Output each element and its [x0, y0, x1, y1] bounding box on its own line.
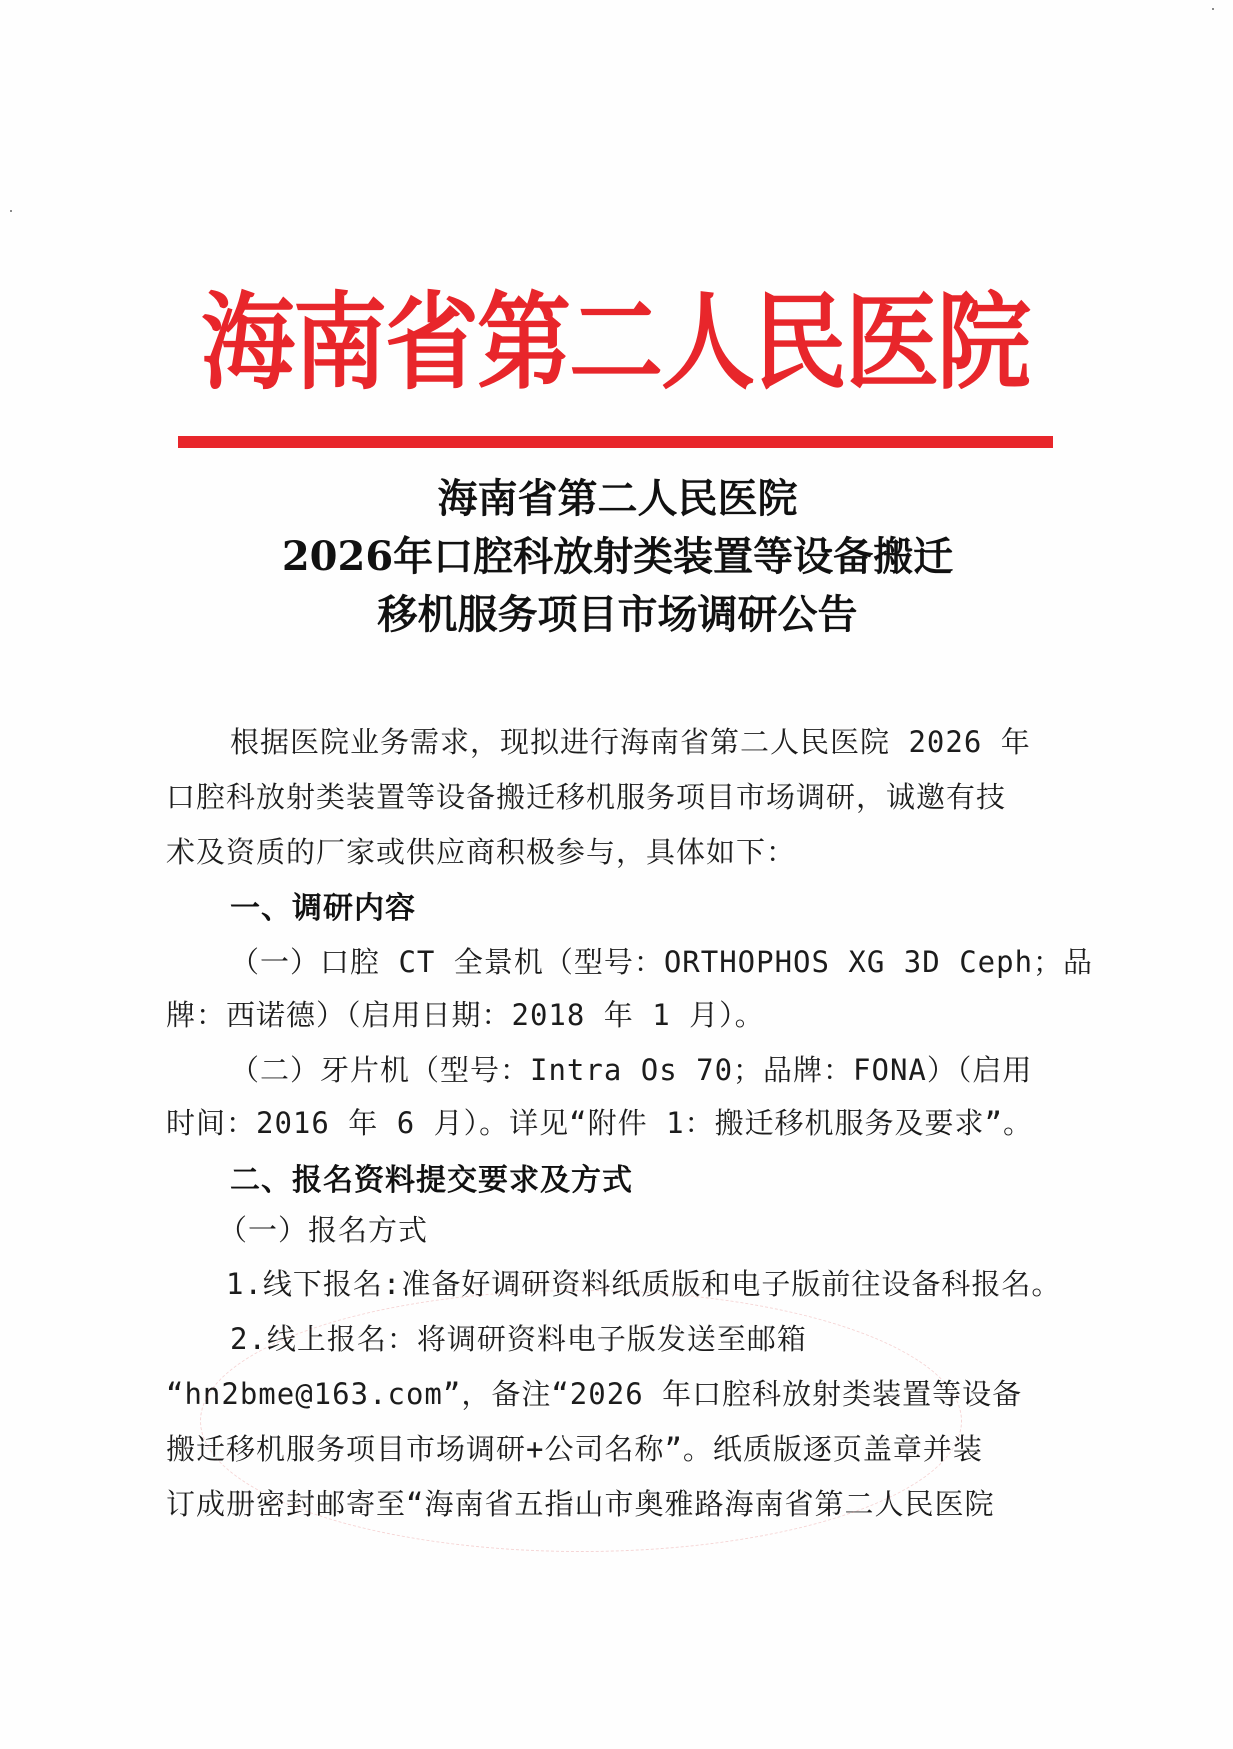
scan-speck: [1212, 8, 1214, 10]
intro-line-3: 术及资质的厂家或供应商积极参与，具体如下：: [166, 835, 797, 869]
letterhead-red-rule: [178, 436, 1053, 448]
method-offline: 1.线下报名:准备好调研资料纸质版和电子版前往设备科报名。: [226, 1267, 1062, 1301]
intro-line-2: 口腔科放射类装置等设备搬迁移机服务项目市场调研，诚邀有技: [166, 780, 1007, 814]
section-heading-1: 一、调研内容: [230, 891, 416, 926]
item2-line-1: （二）牙片机（型号：Intra Os 70；品牌：FONA）（启用: [230, 1053, 1033, 1087]
faint-seal-trace: [200, 1290, 962, 1552]
title-line-3: 移机服务项目市场调研公告: [377, 591, 858, 638]
notice-title: [180, 470, 1055, 644]
title-line-2: 2026年口腔科放射类装置等设备搬迁: [281, 533, 954, 580]
method-online-line-2: “hn2bme@163.com”，备注“2026 年口腔科放射类装置等设备: [166, 1377, 1023, 1411]
title-line-1: 海南省第二人民医院: [437, 475, 798, 522]
item1-line-2: 牌：西诺德）（启用日期：2018 年 1 月）。: [166, 998, 765, 1032]
method-online-line-4: 订成册密封邮寄至“海南省五指山市奥雅路海南省第二人民医院: [166, 1487, 995, 1521]
intro-line-1: 根据医院业务需求，现拟进行海南省第二人民医院 2026 年: [230, 725, 1031, 759]
method-online-line-3: 搬迁移机服务项目市场调研+公司名称”。纸质版逐页盖章并装: [166, 1432, 983, 1466]
letterhead-title: 海南省第二人民医院: [200, 281, 1029, 405]
item1-line-1: （一）口腔 CT 全景机（型号：ORTHOPHOS XG 3D Ceph；品: [230, 945, 1094, 979]
item2-line-2: 时间：2016 年 6 月）。详见“附件 1：搬迁移机服务及要求”。: [166, 1106, 1034, 1140]
scan-speck: [10, 210, 12, 212]
section-heading-2: 二、报名资料提交要求及方式: [230, 1163, 633, 1198]
sub-heading-signup-method: （一）报名方式: [218, 1213, 429, 1247]
method-online-line-1: 2.线上报名：将调研资料电子版发送至邮箱: [230, 1322, 807, 1356]
